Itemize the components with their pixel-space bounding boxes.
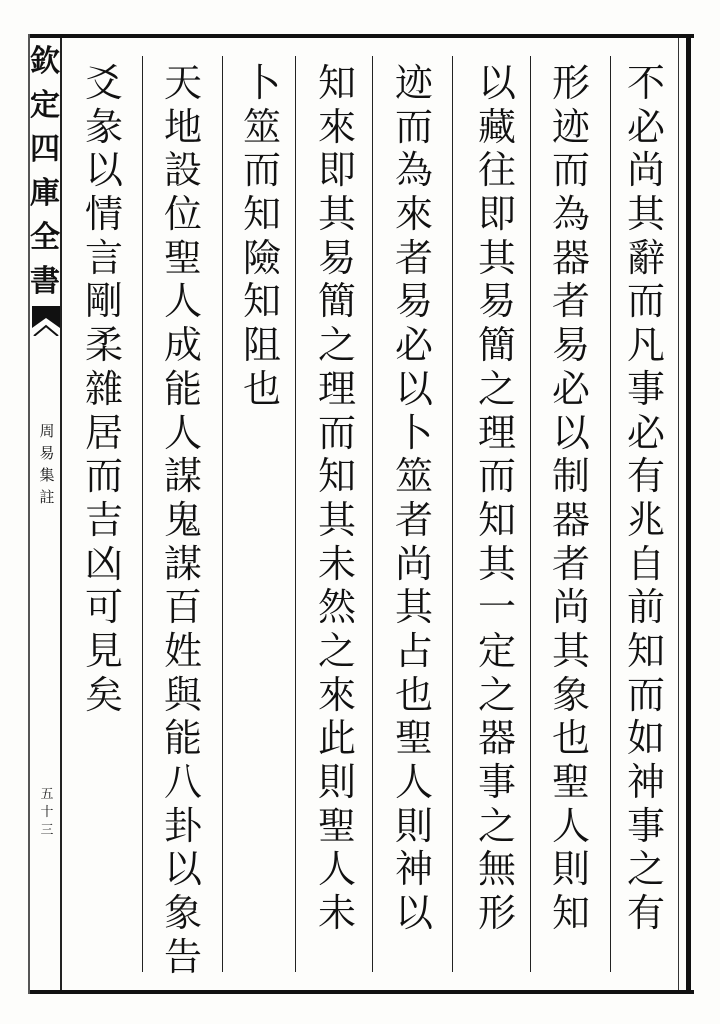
- column-divider: [530, 56, 531, 972]
- text-column: 爻 彖 以 情 言 剛 柔 雜 居 而 吉 凶 可 見 矣: [84, 61, 123, 717]
- page-frame-bottom: [28, 990, 694, 994]
- column-divider: [295, 56, 296, 972]
- margin-border-line: [60, 38, 62, 990]
- margin-collection-title: 欽 定 四 庫 全 書: [30, 44, 60, 299]
- column-divider: [452, 56, 453, 972]
- text-column: 迹 而 為 來 者 易 必 以 卜 筮 者 尚 其 占 也 聖 人 則 神 以: [394, 61, 433, 936]
- column-divider: [142, 56, 143, 972]
- margin-page-number: 五 十 三: [40, 787, 54, 838]
- page-frame-right: [686, 34, 691, 994]
- column-divider: [610, 56, 611, 972]
- text-column: 形 迹 而 為 器 者 易 必 以 制 器 者 尚 其 象 也 聖 人 則 知: [551, 61, 590, 936]
- column-divider: [222, 56, 223, 972]
- page-frame-right-inner: [678, 38, 679, 990]
- fishtail-mark-icon: [32, 306, 60, 336]
- column-divider: [372, 56, 373, 972]
- text-column: 知 來 即 其 易 簡 之 理 而 知 其 未 然 之 來 此 則 聖 人 未: [317, 61, 356, 936]
- text-column: 天 地 設 位 聖 人 成 能 人 謀 鬼 謀 百 姓 與 能 八 卦 以 象 告: [163, 61, 202, 979]
- text-column: 卜 筮 而 知 險 知 阻 也: [242, 61, 281, 411]
- margin-book-title: 周 易 集 註: [39, 422, 55, 506]
- text-column: 不 必 尚 其 辭 而 凡 事 必 有 兆 自 前 知 而 如 神 事 之 有: [626, 61, 665, 936]
- text-column: 以 藏 往 即 其 易 簡 之 理 而 知 其 一 定 之 器 事 之 無 形: [477, 61, 516, 936]
- page-frame-top: [28, 34, 694, 38]
